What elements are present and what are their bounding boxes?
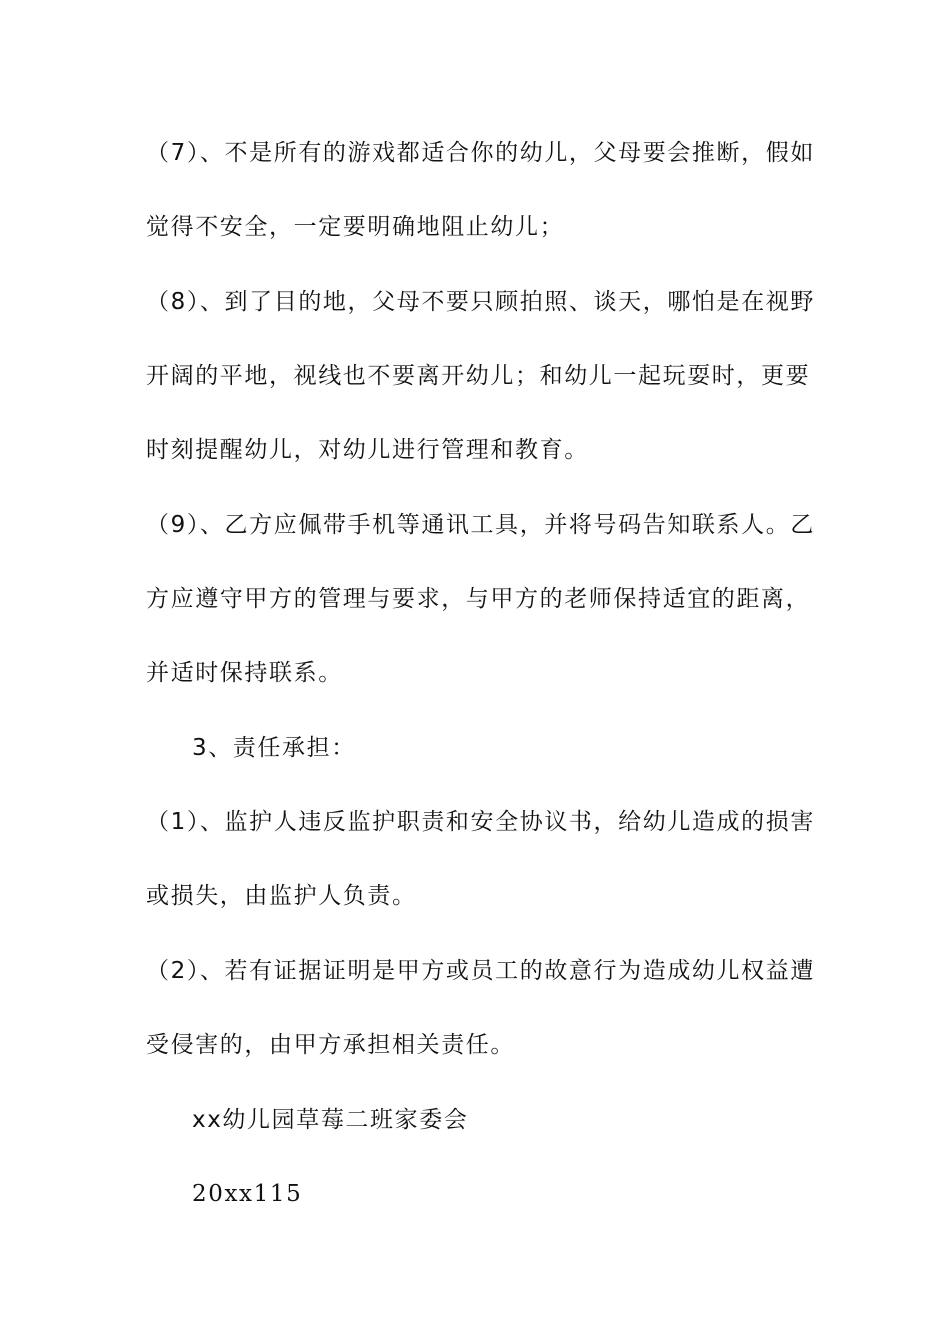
paragraph-line: 并适时保持联系。 xyxy=(146,660,343,686)
paragraph-line: 觉得不安全，一定要明确地阻止幼儿； xyxy=(146,214,565,240)
paragraph-line: 受侵害的，由甲方承担相关责任。 xyxy=(146,1032,515,1058)
paragraph-line: 或损失，由监护人负责。 xyxy=(146,883,417,909)
paragraph-line: （7）、不是所有的游戏都适合你的幼儿，父母要会推断，假如 xyxy=(146,140,815,166)
paragraph-line: 方应遵守甲方的管理与要求，与甲方的老师保持适宜的距离， xyxy=(146,586,811,612)
section-heading: 3、责任承担： xyxy=(192,735,356,761)
paragraph-line: 时刻提醒幼儿，对幼儿进行管理和教育。 xyxy=(146,437,589,463)
signature-date: 20xx115 xyxy=(192,1181,303,1207)
paragraph-line: （9）、乙方应佩带手机等通讯工具，并将号码告知联系人。乙 xyxy=(146,512,815,538)
paragraph-line: （8）、到了目的地，父母不要只顾拍照、谈天，哪怕是在视野 xyxy=(146,289,815,315)
paragraph-line: （1）、监护人违反监护职责和安全协议书，给幼儿造成的损害 xyxy=(146,809,815,835)
paragraph-line: （2）、若有证据证明是甲方或员工的故意行为造成幼儿权益遭 xyxy=(146,958,815,984)
paragraph-line: 开阔的平地，视线也不要离开幼儿；和幼儿一起玩耍时，更要 xyxy=(146,363,811,389)
signature-organization: xx幼儿园草莓二班家委会 xyxy=(192,1107,469,1133)
